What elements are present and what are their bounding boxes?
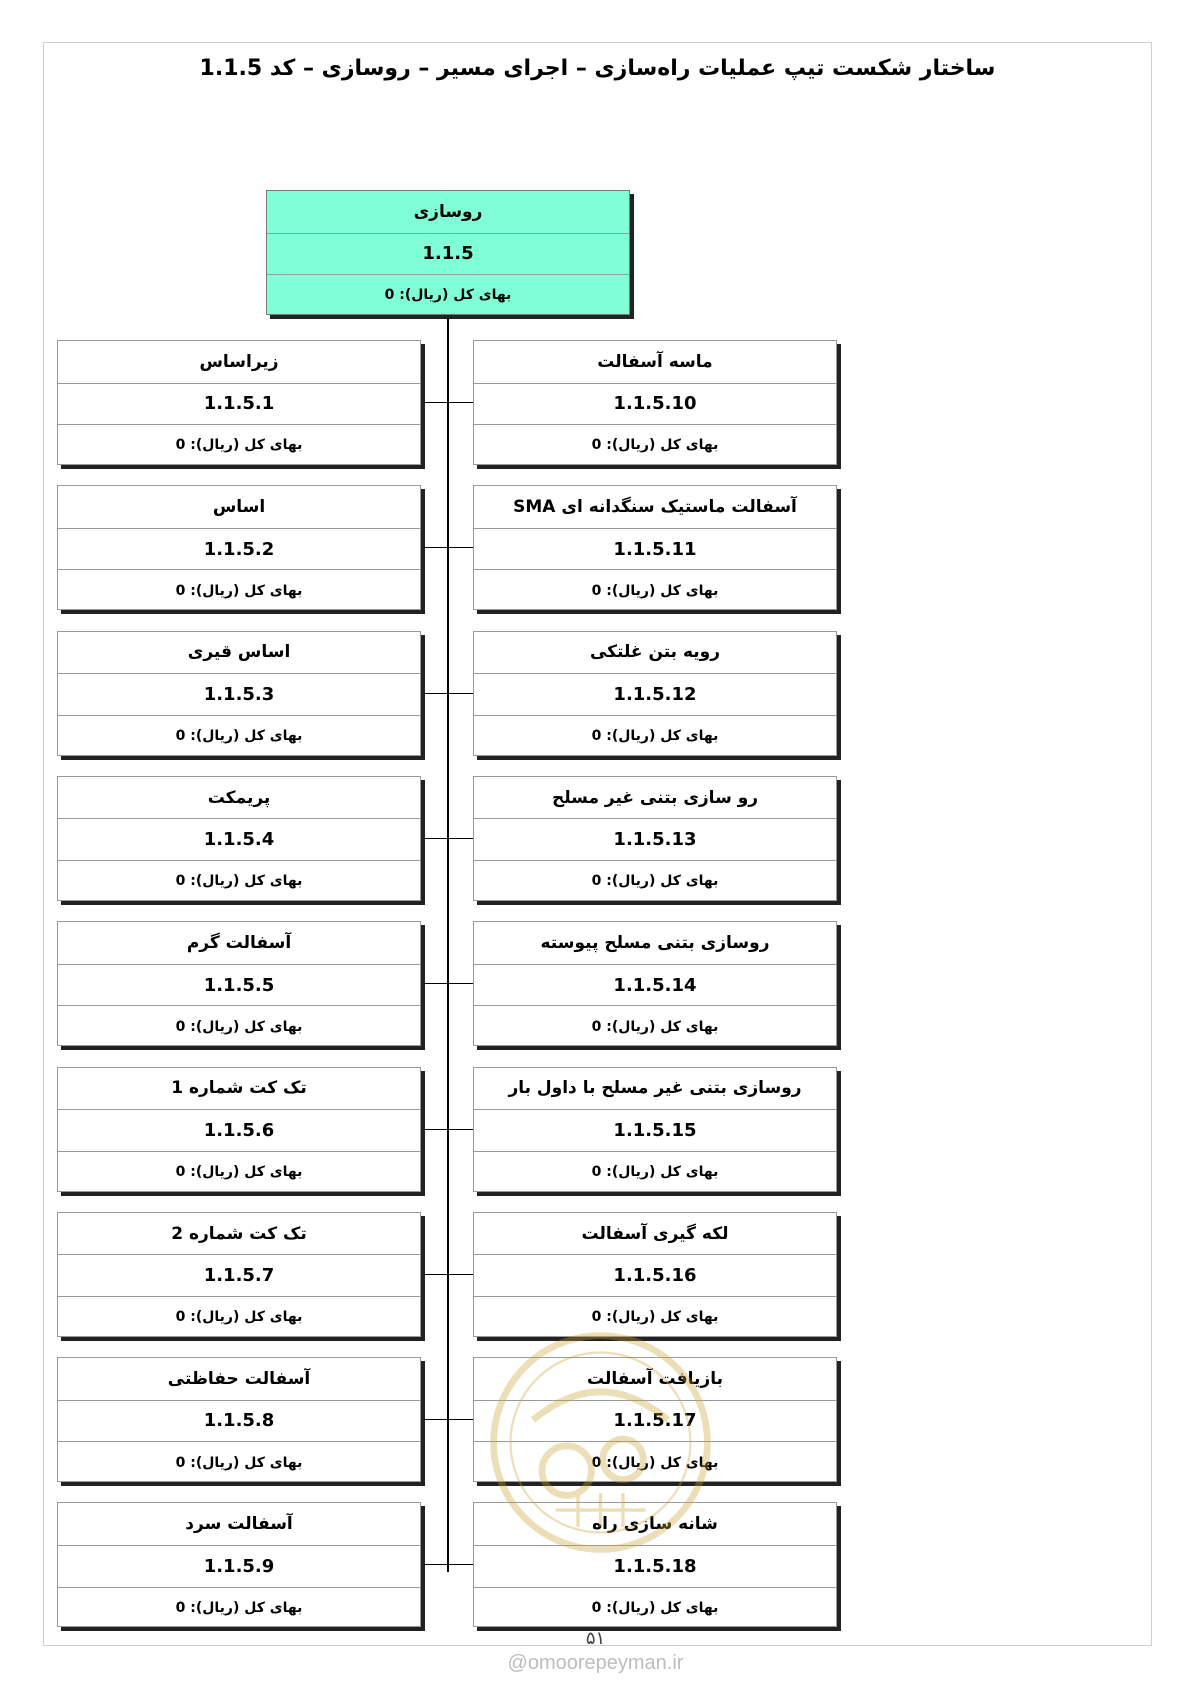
node-code: 1.1.5.15 <box>474 1109 836 1151</box>
node-name: آسفالت سرد <box>185 1514 293 1535</box>
node-code: 1.1.5.2 <box>58 528 420 570</box>
node-cost: بهای کل (ریال): 0 <box>58 860 420 902</box>
node-1-1-5-1[interactable] <box>57 340 421 465</box>
connector-line <box>448 1129 473 1130</box>
node-name: روسازی <box>413 201 483 222</box>
node-1-1-5-16[interactable] <box>473 1212 837 1337</box>
connector-line <box>421 838 448 839</box>
node-1-1-5-11[interactable] <box>473 485 837 610</box>
node-code: 1.1.5.16 <box>474 1254 836 1296</box>
node-name: روسازی بتنی مسلح پیوسته <box>540 932 770 953</box>
node-1-1-5-10[interactable] <box>473 340 837 465</box>
node-cost: بهای کل (ریال): 0 <box>58 1296 420 1338</box>
node-cost: بهای کل (ریال): 0 <box>58 1005 420 1047</box>
node-1-1-5-4[interactable] <box>57 776 421 901</box>
connector-line <box>448 1564 473 1565</box>
node-cost: بهای کل (ریال): 0 <box>267 274 629 316</box>
node-cost: بهای کل (ریال): 0 <box>474 1441 836 1483</box>
node-name: روسازی بتنی غیر مسلح با داول بار <box>508 1078 802 1099</box>
node-name: اساس <box>212 497 266 518</box>
node-code: 1.1.5.17 <box>474 1400 836 1442</box>
node-code: 1.1.5.13 <box>474 818 836 860</box>
connector-line <box>448 1274 473 1275</box>
connector-line <box>421 1564 448 1565</box>
node-code: 1.1.5.5 <box>58 964 420 1006</box>
connector-line <box>421 693 448 694</box>
node-cost: بهای کل (ریال): 0 <box>58 1587 420 1629</box>
node-code: 1.1.5 <box>267 233 629 275</box>
connector-line <box>421 402 448 403</box>
node-code: 1.1.5.6 <box>58 1109 420 1151</box>
node-code: 1.1.5.11 <box>474 528 836 570</box>
node-name: زیراساس <box>199 351 279 372</box>
root-node[interactable] <box>266 190 630 315</box>
node-name: آسفالت حفاظتی <box>167 1368 311 1389</box>
connector-line <box>448 402 473 403</box>
connector-line <box>421 1419 448 1420</box>
node-name: لکه گیری آسفالت <box>581 1223 729 1244</box>
node-code: 1.1.5.7 <box>58 1254 420 1296</box>
node-cost: بهای کل (ریال): 0 <box>58 715 420 757</box>
node-code: 1.1.5.18 <box>474 1545 836 1587</box>
node-code: 1.1.5.8 <box>58 1400 420 1442</box>
node-cost: بهای کل (ریال): 0 <box>474 1587 836 1629</box>
node-name: آسفالت ماستیک سنگدانه ای SMA <box>513 497 797 518</box>
node-cost: بهای کل (ریال): 0 <box>58 424 420 466</box>
page-title: ساختار شکست تیپ عملیات راه‌سازی – اجرای مسیر – روسازی – کد 1.1.5 <box>199 56 996 81</box>
node-name: اساس قیری <box>187 642 291 663</box>
node-code: 1.1.5.10 <box>474 383 836 425</box>
connector-line <box>448 693 473 694</box>
node-name: رو سازی بتنی غیر مسلح <box>551 787 759 808</box>
node-name: شانه سازی راه <box>592 1514 718 1535</box>
node-1-1-5-13[interactable] <box>473 776 837 901</box>
trunk-line <box>447 313 449 1572</box>
node-name: پریمکت <box>207 787 271 808</box>
connector-line <box>421 547 448 548</box>
node-name: تک کت شماره 1 <box>171 1078 307 1099</box>
watermark-logo <box>488 1330 713 1555</box>
node-code: 1.1.5.4 <box>58 818 420 860</box>
node-cost: بهای کل (ریال): 0 <box>58 1151 420 1193</box>
node-code: 1.1.5.14 <box>474 964 836 1006</box>
website-watermark: @omoorepeyman.ir <box>507 1652 684 1674</box>
node-cost: بهای کل (ریال): 0 <box>474 1005 836 1047</box>
node-cost: بهای کل (ریال): 0 <box>474 860 836 902</box>
node-name: رویه بتن غلتکی <box>589 642 721 663</box>
node-cost: بهای کل (ریال): 0 <box>474 569 836 611</box>
connector-line <box>448 1419 473 1420</box>
node-code: 1.1.5.1 <box>58 383 420 425</box>
node-name: بازیافت آسفالت <box>587 1368 723 1389</box>
node-name: تک کت شماره 2 <box>171 1223 307 1244</box>
node-1-1-5-8[interactable] <box>57 1357 421 1482</box>
node-code: 1.1.5.3 <box>58 673 420 715</box>
connector-line <box>448 838 473 839</box>
node-1-1-5-14[interactable] <box>473 921 837 1046</box>
connector-line <box>421 1274 448 1275</box>
node-1-1-5-9[interactable] <box>57 1502 421 1627</box>
connector-line <box>448 547 473 548</box>
node-cost: بهای کل (ریال): 0 <box>58 1441 420 1483</box>
node-1-1-5-12[interactable] <box>473 631 837 756</box>
node-1-1-5-3[interactable] <box>57 631 421 756</box>
node-code: 1.1.5.9 <box>58 1545 420 1587</box>
node-name: ماسه آسفالت <box>597 351 713 372</box>
connector-line <box>421 983 448 984</box>
node-1-1-5-6[interactable] <box>57 1067 421 1192</box>
node-cost: بهای کل (ریال): 0 <box>474 1296 836 1338</box>
node-cost: بهای کل (ریال): 0 <box>474 1151 836 1193</box>
page-number: ۵۱ <box>585 1628 606 1649</box>
node-cost: بهای کل (ریال): 0 <box>474 424 836 466</box>
node-1-1-5-2[interactable] <box>57 485 421 610</box>
node-name: آسفالت گرم <box>186 932 292 953</box>
connector-line <box>421 1129 448 1130</box>
node-code: 1.1.5.12 <box>474 673 836 715</box>
node-1-1-5-15[interactable] <box>473 1067 837 1192</box>
node-1-1-5-5[interactable] <box>57 921 421 1046</box>
node-cost: بهای کل (ریال): 0 <box>474 715 836 757</box>
node-1-1-5-7[interactable] <box>57 1212 421 1337</box>
node-cost: بهای کل (ریال): 0 <box>58 569 420 611</box>
connector-line <box>448 983 473 984</box>
